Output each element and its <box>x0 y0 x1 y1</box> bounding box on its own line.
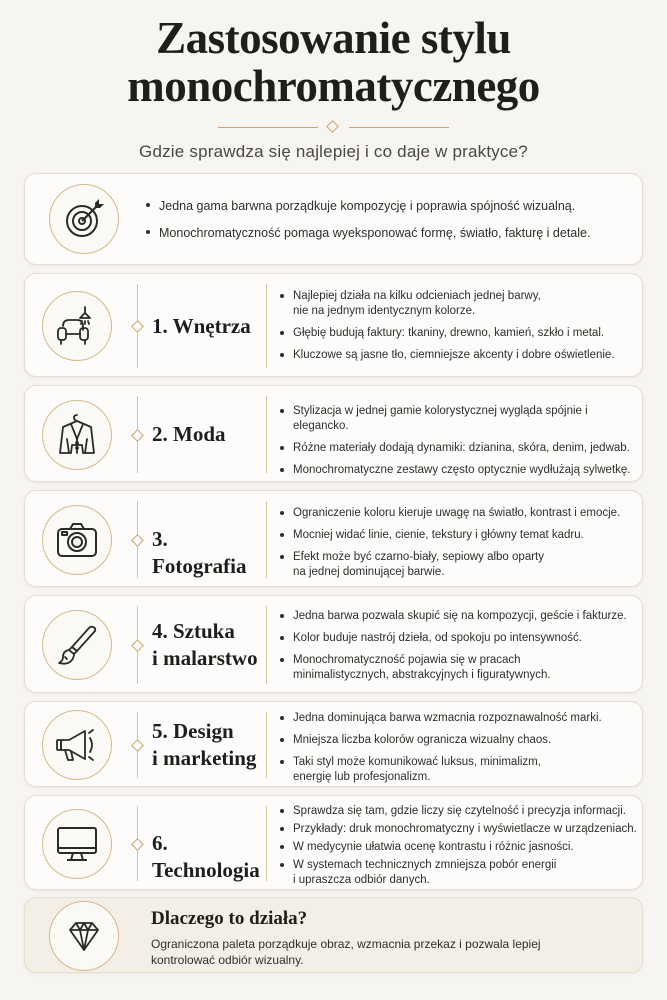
section-heading: 1. Wnętrza <box>152 314 251 338</box>
target-icon <box>49 184 119 254</box>
why-title: Dlaczego to działa? <box>151 908 308 929</box>
camera-icon <box>42 505 112 575</box>
section-heading: 3. Fotografia <box>152 527 247 578</box>
intro-card <box>24 173 643 265</box>
list-item: Monochromatyczność pojawia się w pracach minimalistycznych, abstrakcyjnych i figuratywnych. <box>279 653 639 683</box>
separator-diamond-icon <box>131 639 144 652</box>
list-item: Monochromatyczne zestawy często optycznie wydłużają sylwetkę. <box>279 463 639 478</box>
list-item: Najlepiej działa na kilku odcieniach jednej barwy, nie na jednym identycznym kolorze. <box>279 289 639 319</box>
intro-bullets <box>145 198 625 241</box>
section-bullets <box>279 506 639 580</box>
paintbrush-icon <box>42 610 112 680</box>
section-heading: 5. Design i marketing <box>152 719 257 770</box>
section-heading: 2. Moda <box>152 422 226 446</box>
list-item: Ograniczenie koloru kieruje uwagę na światło, kontrast i emocje. <box>279 506 639 521</box>
list-item: Taki styl może komunikować luksus, minimalizm, energię lub profesjonalizm. <box>279 755 639 785</box>
monitor-icon <box>42 809 112 879</box>
page-subtitle: Gdzie sprawdza się najlepiej i co daje w praktyce? <box>139 142 528 161</box>
separator-diamond-icon <box>131 429 144 442</box>
list-item: W systemach technicznych zmniejsza pobór energii i upraszcza odbiór danych. <box>279 858 639 888</box>
section-card <box>24 701 643 787</box>
diamond-icon <box>49 901 119 971</box>
section-heading: 4. Sztuka i malarstwo <box>152 619 258 670</box>
title-line-2: monochromatycznego <box>127 61 540 111</box>
why-text: Ograniczona paleta porządkuje obraz, wzmacnia przekaz i pozwala lepiej kontrolować odbiór wizualny. <box>151 937 541 967</box>
title-line-1: Zastosowanie stylu <box>156 13 511 63</box>
list-item: Efekt może być czarno-biały, sepiowy albo oparty na jednej dominującej barwie. <box>279 550 639 580</box>
section-card <box>24 385 643 482</box>
why-card <box>24 897 643 973</box>
list-item: Głębię budują faktury: tkaniny, drewno, kamień, szkło i metal. <box>279 326 639 341</box>
section-card <box>24 490 643 587</box>
list-item: Sprawdza się tam, gdzie liczy się czytelność i precyzja informacji. <box>279 804 639 819</box>
separator-diamond-icon <box>131 320 144 333</box>
section-card <box>24 795 643 890</box>
section-bullets <box>279 609 639 683</box>
list-item: Stylizacja w jednej gamie kolorystycznej wygląda spójnie i elegancko. <box>279 404 639 434</box>
section-card <box>24 595 643 693</box>
list-item: Kolor buduje nastrój dzieła, od spokoju po intensywność. <box>279 631 639 646</box>
separator-diamond-icon <box>131 838 144 851</box>
page-title <box>0 14 667 110</box>
list-item: Jedna gama barwna porządkuje kompozycję i poprawia spójność wizualną. <box>145 198 625 214</box>
list-item: Monochromatyczność pomaga wyeksponować formę, światło, fakturę i detale. <box>145 225 625 241</box>
megaphone-icon <box>42 710 112 780</box>
list-item: Przykłady: druk monochromatyczny i wyświetlacze w urządzeniach. <box>279 822 639 837</box>
armchair-icon <box>42 291 112 361</box>
list-item: Różne materiały dodają dynamiki: dzianina, skóra, denim, jedwab. <box>279 441 639 456</box>
list-item: Jedna dominująca barwa wzmacnia rozpoznawalność marki. <box>279 711 639 726</box>
list-item: W medycynie ułatwia ocenę kontrastu i różnic jasności. <box>279 840 639 855</box>
list-item: Mniejsza liczba kolorów ogranicza wizualny chaos. <box>279 733 639 748</box>
title-divider <box>218 121 449 133</box>
list-item: Jedna barwa pozwala skupić się na kompozycji, geście i fakturze. <box>279 609 639 624</box>
section-bullets <box>279 711 639 785</box>
separator-diamond-icon <box>131 739 144 752</box>
jacket-icon <box>42 400 112 470</box>
list-item: Mocniej widać linie, cienie, tekstury i główny temat kadru. <box>279 528 639 543</box>
section-bullets <box>279 404 639 478</box>
separator-diamond-icon <box>131 534 144 547</box>
section-heading: 6. Technologia <box>152 831 260 882</box>
divider-diamond-icon <box>326 120 339 133</box>
section-card <box>24 273 643 377</box>
section-bullets <box>279 289 639 363</box>
section-bullets <box>279 804 639 888</box>
list-item: Kluczowe są jasne tło, ciemniejsze akcenty i dobre oświetlenie. <box>279 348 639 363</box>
